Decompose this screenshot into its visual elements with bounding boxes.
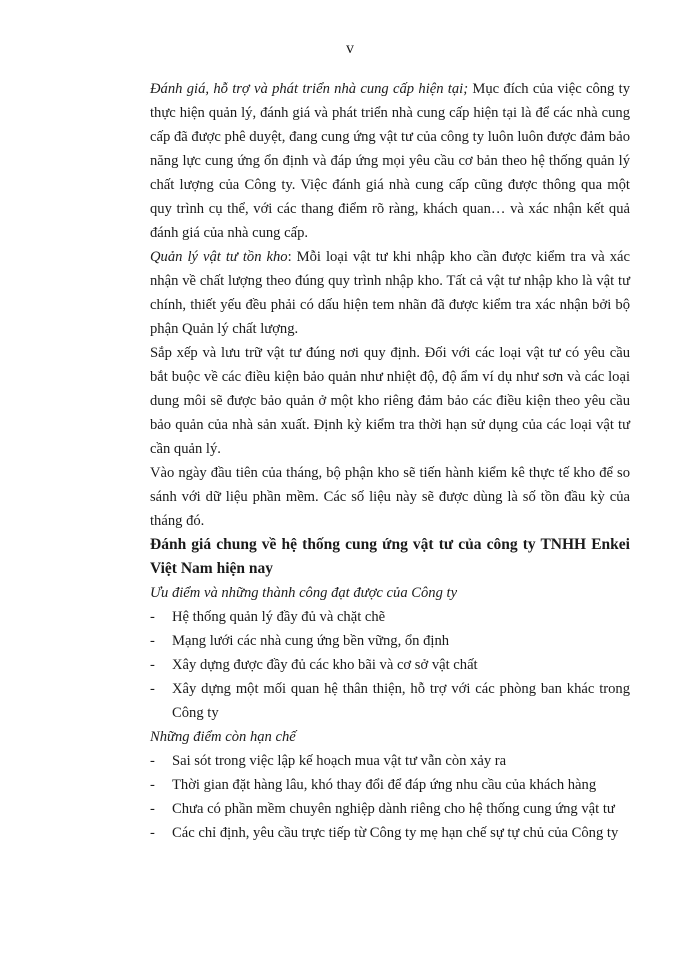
paragraph-supplier-evaluation xyxy=(150,77,630,245)
paragraph-text-supplier-evaluation: Mục đích của việc công ty thực hiện quản lý, đánh giá và phát triển nhà cung cấp hiện tại là để các nhà cung cấp đã được phê duyệt, đang cung ứng vật tư của công ty luôn luôn được đảm bảo năng lực cung ứng ổn định và đáp ứng mọi yêu cầu cơ bản theo hệ thống quản lý chất lượng của Công ty. Việc đánh giá nhà cung cấp cũng được thông qua một quy trình cụ thể, với các thang điểm rõ ràng, khách quan… và xác nhận kết quả đánh giá của nhà cung cấp. xyxy=(150,81,630,241)
section-heading: Đánh giá chung về hệ thống cung ứng vật tư của công ty TNHH Enkei Việt Nam hiện nay xyxy=(150,536,630,577)
paragraph-stocktake: Vào ngày đầu tiên của tháng, bộ phận kho sẽ tiến hành kiểm kê thực tế kho để so sánh với dữ liệu phần mềm. Các số liệu này sẽ được dùng là số tồn đầu kỳ của tháng đó. xyxy=(150,465,630,529)
advantages-list xyxy=(150,605,630,725)
page-number: v xyxy=(346,40,354,57)
limitations-list xyxy=(150,749,630,845)
limitations-title: Những điểm còn hạn chế xyxy=(150,729,296,745)
paragraph-storage: Sắp xếp và lưu trữ vật tư đúng nơi quy định. Đối với các loại vật tư có yêu cầu bắt buộc về các điều kiện bảo quản như nhiệt độ, độ ẩm ví dụ như sơn và các loại dung môi sẽ được bảo quản ở một kho riêng đảm bảo các điều kiện theo yêu cầu bảo quản của nhà sản xuất. Định kỳ kiểm tra thời hạn sử dụng của các loại vật tư cần quản lý. xyxy=(150,345,630,457)
paragraph-label-supplier-evaluation: Đánh giá, hỗ trợ và phát triển nhà cung cấp hiện tại; xyxy=(150,81,469,97)
list-item: - Hệ thống quản lý đầy đủ và chặt chẽ xyxy=(150,605,630,629)
list-item: - Mạng lưới các nhà cung ứng bền vững, ổn định xyxy=(150,629,630,653)
advantages-title: Ưu điểm và những thành công đạt được của Công ty xyxy=(150,585,458,601)
paragraph-inventory-management xyxy=(150,245,630,341)
list-item: - Chưa có phần mềm chuyên nghiệp dành riêng cho hệ thống cung ứng vật tư xyxy=(150,797,630,821)
document-body xyxy=(150,77,630,845)
list-item: - Các chỉ định, yêu cầu trực tiếp từ Công ty mẹ hạn chế sự tự chủ của Công ty xyxy=(150,821,630,845)
list-item: - Xây dựng được đầy đủ các kho bãi và cơ sở vật chất xyxy=(150,653,630,677)
list-item: - Thời gian đặt hàng lâu, khó thay đổi để đáp ứng nhu cầu của khách hàng xyxy=(150,773,630,797)
paragraph-label-inventory-management: Quản lý vật tư tồn kho xyxy=(150,249,288,265)
list-item: - Xây dựng một mối quan hệ thân thiện, hỗ trợ với các phòng ban khác trong Công ty xyxy=(150,677,630,725)
paragraph-text-inventory-management: : Mỗi loại vật tư khi nhập kho cần được kiểm tra và xác nhận về chất lượng theo đúng quy trình nhập kho. Tất cả vật tư nhập kho là vật tư chính, thiết yếu đều phải có dấu hiện tem nhãn đã được kiểm tra xác nhận bởi bộ phận Quản lý chất lượng. xyxy=(150,249,630,337)
list-item: - Sai sót trong việc lập kế hoạch mua vật tư vẫn còn xảy ra xyxy=(150,749,630,773)
